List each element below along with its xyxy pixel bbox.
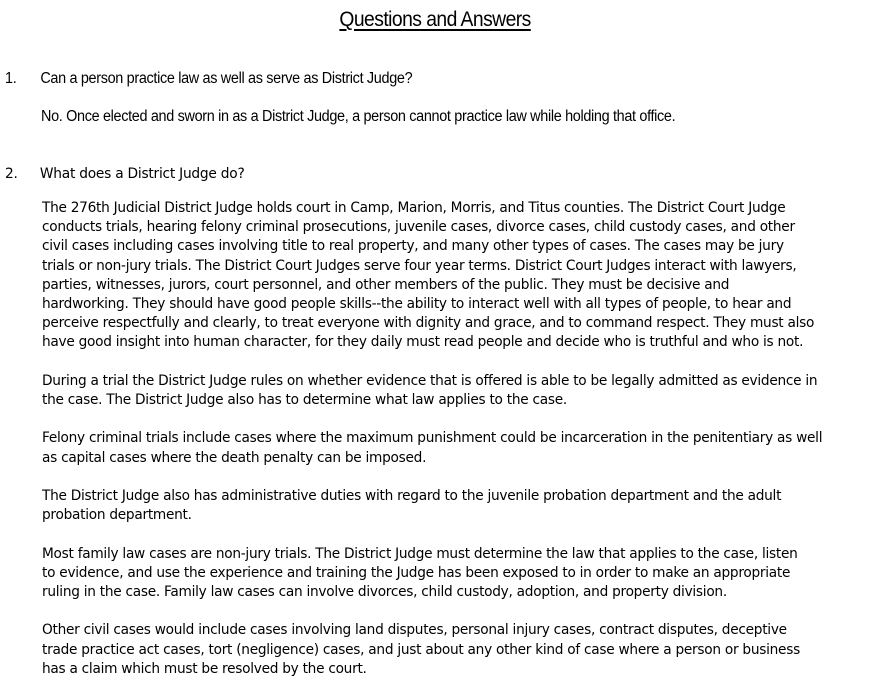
answer-paragraph: The 276th Judicial District Judge holds court in Camp, Marion, Morris, and Titus counties. The District Court Judge conducts trials, hearing felony criminal prosecutions, juvenile cases, divorce cases, child custody cases, and other civil cases including cases involving title to real property, and many other types of cases. The cases may be jury trials or non-jury trials. The District Court Judges serve four year terms. District Court Judges interact with lawyers, parties, witnesses, jurors, court personnel, and other members of the public. They must be decisive and hardworking. They should have good people skills--the ability to interact well with all types of people, to hear and perceive respectfully and clearly, to treat everyone with dignity and grace, and to command respect. They must also have good insight into human character, for they daily must read people and decide who is truthful and who is not. — [42, 200, 815, 351]
answer-paragraph: The District Judge also has administrative duties with regard to the juvenile probation department and the adult probation department. — [42, 488, 782, 524]
answer-paragraph: Other civil cases would include cases involving land disputes, personal injury cases, contract disputes, deceptive trade practice act cases, tort (negligence) cases, and just about any other kind of case where a person or business has a claim which must be resolved by the court. — [42, 622, 800, 677]
answer-1: No. Once elected and sworn in as a District Judge, a person cannot practice law while holding that office. — [41, 108, 676, 125]
answer-paragraph: During a trial the District Judge rules on whether evidence that is offered is able to be legally admitted as evidence in the case. The District Judge also has to determine what law applies to the case. — [42, 372, 818, 409]
question-number: 1. — [5, 70, 17, 87]
question-text: What does a District Judge do? — [39, 166, 245, 182]
question-number: 2. — [5, 166, 18, 182]
question-1 — [5, 70, 412, 88]
answer-paragraph: Most family law cases are non-jury trials. The District Judge must determine the law that applies to the case, listen to evidence, and use the experience and training the Judge has been exposed to in order to make an appropriate ruling in the case. Family law cases can involve divorces, child custody, adoption, and property division. — [42, 545, 798, 600]
question-2 — [5, 166, 245, 182]
answer-paragraph: Felony criminal trials include cases where the maximum punishment could be incarceration in the penitentiary as well as capital cases where the death penalty can be imposed. — [42, 430, 823, 466]
answer-2 — [42, 199, 853, 698]
page-title: Questions and Answers — [339, 8, 531, 31]
question-text: Can a person practice law as well as serve as District Judge? — [40, 70, 413, 87]
